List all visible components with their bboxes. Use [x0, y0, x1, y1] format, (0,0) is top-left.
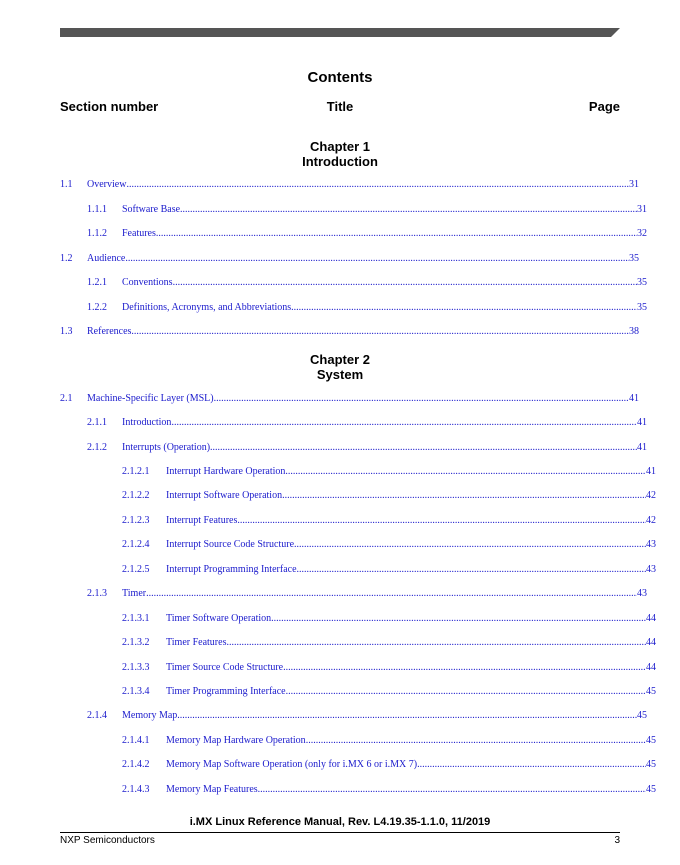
toc-entry[interactable] — [122, 685, 656, 699]
toc-entry-title: Machine-Specific Layer (MSL) — [87, 393, 214, 404]
footer-doc-title: i.MX Linux Reference Manual, Rev. L4.19.35-1.1.0, 11/2019 — [189, 816, 491, 828]
column-header-title: Title — [326, 99, 354, 114]
toc-dot-leader — [291, 301, 637, 315]
toc-entry-title: Interrupts (Operation) — [122, 442, 211, 453]
toc-entry-number: 1.1 — [60, 179, 73, 190]
toc-entry-page: 42 — [646, 490, 656, 501]
toc-entry-page: 35 — [637, 302, 647, 313]
toc-entry-number: 1.1.2 — [87, 228, 107, 239]
chapter-heading-1 — [0, 139, 680, 169]
toc-entry-number: 2.1.4.2 — [122, 759, 150, 770]
toc-entry-page: 41 — [629, 393, 639, 404]
toc-entry-page: 31 — [629, 179, 639, 190]
toc-entry-number: 2.1 — [60, 393, 73, 404]
toc-dot-leader — [173, 276, 637, 290]
toc-entry-page: 43 — [637, 588, 647, 599]
toc-entry-page: 43 — [646, 564, 656, 575]
toc-entry-title: Conventions — [122, 277, 173, 288]
toc-entry-title: Timer Features — [166, 637, 227, 648]
toc-entry[interactable] — [122, 538, 656, 552]
toc-entry-number: 2.1.1 — [87, 417, 107, 428]
toc-entry-title: Interrupt Hardware Operation — [166, 466, 286, 477]
chapter-name: System — [316, 367, 364, 382]
toc-entry-title: Introduction — [122, 417, 172, 428]
toc-entry-number: 1.2.2 — [87, 302, 107, 313]
toc-entry-title: Overview — [87, 179, 127, 190]
toc-entry[interactable] — [87, 203, 647, 217]
toc-entry-page: 41 — [637, 417, 647, 428]
toc-dot-leader — [210, 441, 637, 455]
toc-entry-number: 2.1.2.1 — [122, 466, 150, 477]
toc-dot-leader — [294, 538, 646, 552]
toc-entry-number: 2.1.2.5 — [122, 564, 150, 575]
toc-entry-title: Timer Programming Interface — [166, 686, 286, 697]
toc-entry[interactable] — [122, 636, 656, 650]
chapter-name: Introduction — [302, 154, 378, 169]
toc-dot-leader — [237, 514, 646, 528]
toc-entry-number: 1.3 — [60, 326, 73, 337]
toc-entry-title: Memory Map Features — [166, 784, 258, 795]
toc-entry-page: 31 — [637, 204, 647, 215]
toc-dot-leader — [283, 661, 646, 675]
column-header-page: Page — [588, 99, 620, 114]
toc-entry-title: Interrupt Software Operation — [166, 490, 283, 501]
toc-dot-leader — [131, 325, 629, 339]
toc-entry[interactable] — [122, 758, 656, 772]
toc-entry[interactable] — [122, 489, 656, 503]
column-header-section: Section number — [60, 99, 159, 114]
toc-dot-leader — [146, 587, 637, 601]
toc-entry-page: 43 — [646, 539, 656, 550]
toc-entry[interactable] — [87, 416, 647, 430]
toc-entry-page: 35 — [629, 253, 639, 264]
toc-entry-title: References — [87, 326, 132, 337]
toc-entry-number: 2.1.3.2 — [122, 637, 150, 648]
header-bar — [60, 28, 620, 37]
toc-entry[interactable] — [87, 587, 647, 601]
toc-entry-number: 1.2 — [60, 253, 73, 264]
toc-dot-leader — [282, 489, 646, 503]
toc-entry-title: Timer Source Code Structure — [166, 662, 284, 673]
toc-entry-title: Features — [122, 228, 156, 239]
toc-entry[interactable] — [87, 227, 647, 241]
toc-entry-number: 2.1.3.3 — [122, 662, 150, 673]
toc-entry-page: 44 — [646, 637, 656, 648]
toc-entry-page: 45 — [646, 784, 656, 795]
toc-entry-title: Audience — [87, 253, 126, 264]
toc-entry-number: 2.1.4 — [87, 710, 107, 721]
toc-dot-leader — [417, 758, 646, 772]
page-title: Contents — [307, 69, 373, 86]
toc-entry-title: Memory Map Software Operation (only for i.MX 6 or i.MX 7) — [166, 759, 418, 770]
toc-dot-leader — [156, 227, 637, 241]
chapter-heading-2 — [0, 352, 680, 382]
toc-entry[interactable] — [60, 325, 639, 339]
toc-entry-page: 45 — [637, 710, 647, 721]
toc-entry[interactable] — [60, 178, 639, 192]
toc-entry-number: 1.2.1 — [87, 277, 107, 288]
toc-entry-page: 35 — [637, 277, 647, 288]
toc-entry[interactable] — [122, 783, 656, 797]
toc-entry-title: Interrupt Programming Interface — [166, 564, 297, 575]
toc-entry[interactable] — [122, 612, 656, 626]
toc-dot-leader — [180, 203, 637, 217]
toc-entry-number: 1.1.1 — [87, 204, 107, 215]
toc-dot-leader — [125, 252, 629, 266]
footer-page-number: 3 — [614, 835, 620, 846]
toc-entry-number: 2.1.2.3 — [122, 515, 150, 526]
toc-dot-leader — [297, 563, 646, 577]
toc-entry[interactable] — [122, 465, 656, 479]
toc-entry-title: Software Base — [122, 204, 181, 215]
toc-dot-leader — [214, 392, 629, 406]
toc-dot-leader — [271, 612, 646, 626]
toc-entry-page: 45 — [646, 686, 656, 697]
toc-entry-page: 32 — [637, 228, 647, 239]
toc-dot-leader — [126, 178, 629, 192]
toc-entry-number: 2.1.3 — [87, 588, 107, 599]
toc-entry-number: 2.1.2.2 — [122, 490, 150, 501]
toc-entry-page: 38 — [629, 326, 639, 337]
toc-entry[interactable] — [122, 563, 656, 577]
toc-entry[interactable] — [122, 661, 656, 675]
chapter-label: Chapter 2 — [310, 352, 370, 367]
toc-entry-title: Definitions, Acronyms, and Abbreviations — [122, 302, 292, 313]
footer-divider — [60, 832, 620, 833]
toc-entry-number: 2.1.2 — [87, 442, 107, 453]
toc-entry-page: 42 — [646, 515, 656, 526]
toc-entry[interactable] — [87, 709, 647, 723]
footer-company: NXP Semiconductors — [60, 835, 155, 846]
toc-entry-page: 44 — [646, 662, 656, 673]
toc-dot-leader — [286, 685, 646, 699]
toc-entry-title: Interrupt Features — [166, 515, 238, 526]
toc-entry[interactable] — [60, 392, 639, 406]
toc-entry-number: 2.1.4.1 — [122, 735, 150, 746]
toc-entry[interactable] — [60, 252, 639, 266]
toc-entry-title: Timer Software Operation — [166, 613, 272, 624]
toc-entry-title: Memory Map Hardware Operation — [166, 735, 306, 746]
toc-entry[interactable] — [87, 276, 647, 290]
toc-entry[interactable] — [122, 514, 656, 528]
toc-dot-leader — [285, 465, 646, 479]
chapter-label: Chapter 1 — [310, 139, 370, 154]
toc-dot-leader — [258, 783, 646, 797]
toc-entry-number: 2.1.4.3 — [122, 784, 150, 795]
toc-entry-page: 41 — [637, 442, 647, 453]
toc-entry[interactable] — [122, 734, 656, 748]
toc-entry-number: 2.1.2.4 — [122, 539, 150, 550]
toc-dot-leader — [177, 709, 637, 723]
toc-entry-title: Interrupt Source Code Structure — [166, 539, 295, 550]
toc-dot-leader — [306, 734, 646, 748]
toc-entry-number: 2.1.3.4 — [122, 686, 150, 697]
toc-entry-number: 2.1.3.1 — [122, 613, 150, 624]
toc-entry[interactable] — [87, 441, 647, 455]
toc-dot-leader — [226, 636, 646, 650]
toc-entry-title: Memory Map — [122, 710, 178, 721]
toc-entry-page: 41 — [646, 466, 656, 477]
toc-entry-page: 44 — [646, 613, 656, 624]
toc-entry[interactable] — [87, 301, 647, 315]
toc-entry-page: 45 — [646, 735, 656, 746]
toc-entry-title: Timer — [122, 588, 147, 599]
toc-dot-leader — [171, 416, 637, 430]
toc-entry-page: 45 — [646, 759, 656, 770]
